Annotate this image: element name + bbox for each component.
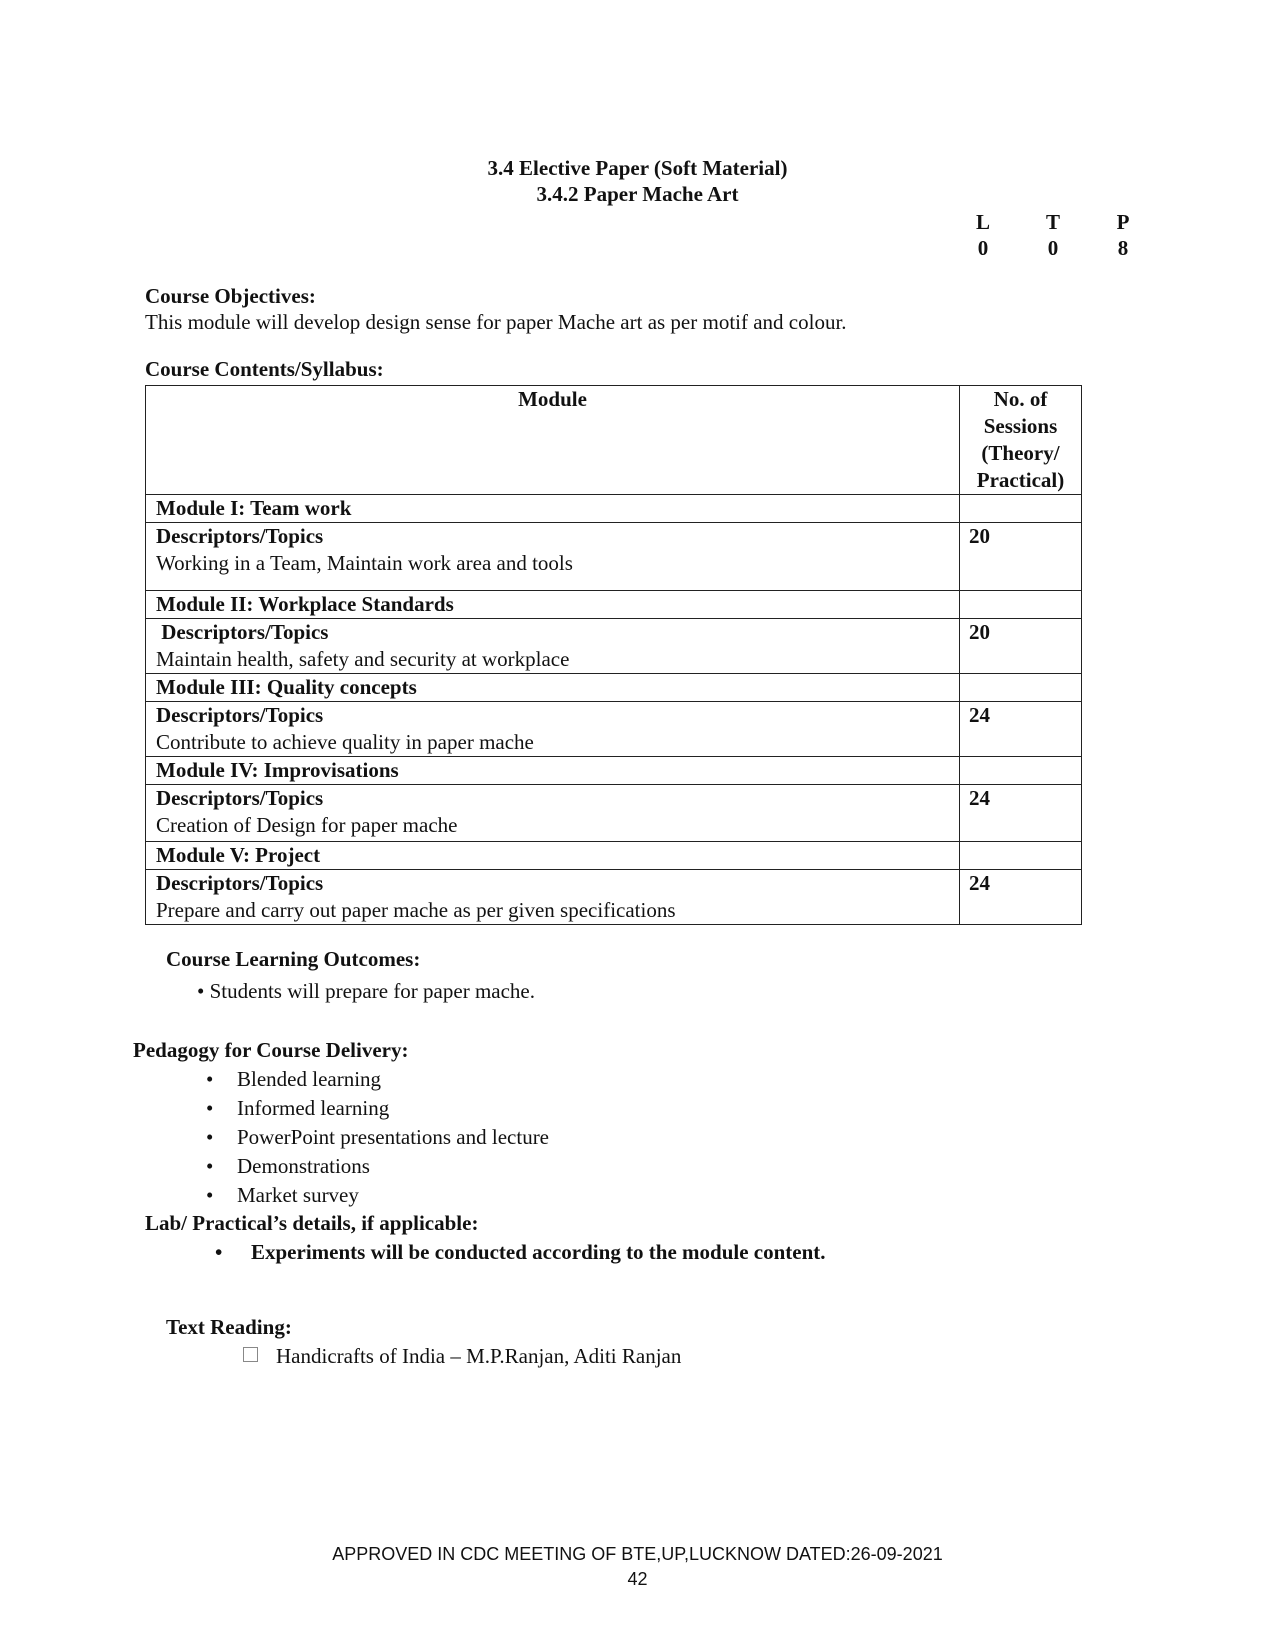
module-desc-cell — [146, 619, 960, 674]
header-sessions — [960, 386, 1082, 495]
empty-cell — [960, 674, 1082, 702]
session-count: 24 — [960, 870, 1082, 925]
checkbox-icon — [243, 1347, 258, 1362]
lab-item: Experiments will be conducted according to the module content. — [251, 1240, 826, 1264]
reading-item: Handicrafts of India – M.P.Ranjan, Aditi Ranjan — [276, 1344, 682, 1368]
table-row — [146, 523, 1082, 591]
ltp-label-p: P — [1116, 210, 1130, 234]
pedagogy-item: PowerPoint presentations and lecture — [237, 1125, 550, 1149]
module-title: Module IV: Improvisations — [146, 757, 960, 785]
ltp-label-l: L — [975, 210, 990, 234]
header-module: Module — [146, 386, 960, 495]
table-header-row — [146, 386, 1082, 495]
module-title: Module V: Project — [146, 842, 960, 870]
table-row — [146, 785, 1082, 842]
header-sessions-line: (Theory/ — [981, 441, 1060, 465]
descriptor-text: Creation of Design for paper mache — [156, 813, 458, 837]
pedagogy-item: Market survey — [237, 1183, 359, 1207]
bullet-icon: • — [206, 1154, 214, 1178]
session-count: 24 — [960, 702, 1082, 757]
empty-cell — [960, 495, 1082, 523]
lab-heading: Lab/ Practical’s details, if applicable: — [145, 1211, 479, 1235]
reading-heading: Text Reading: — [166, 1315, 292, 1339]
descriptor-text: Working in a Team, Maintain work area and tools — [156, 551, 573, 575]
header-sessions-line: No. of — [993, 387, 1048, 411]
header-sessions-line: Sessions — [983, 414, 1058, 438]
pedagogy-item: Demonstrations — [237, 1154, 370, 1178]
outcomes-item — [197, 979, 535, 1004]
outcomes-heading: Course Learning Outcomes: — [166, 947, 421, 971]
descriptor-label: Descriptors/Topics — [156, 871, 324, 895]
bullet-icon: • — [206, 1096, 214, 1120]
descriptor-text: Contribute to achieve quality in paper mache — [156, 730, 534, 754]
module-title: Module I: Team work — [146, 495, 960, 523]
table-row — [146, 619, 1082, 674]
empty-cell — [960, 591, 1082, 619]
descriptor-label: Descriptors/Topics — [156, 703, 324, 727]
pedagogy-heading: Pedagogy for Course Delivery: — [133, 1038, 409, 1062]
table-row — [146, 757, 1082, 785]
module-title: Module II: Workplace Standards — [146, 591, 960, 619]
bullet-icon: • — [197, 979, 210, 1003]
module-desc-cell — [146, 785, 960, 842]
header-sessions-line: Practical) — [976, 468, 1065, 492]
page-number: 42 — [627, 1569, 648, 1589]
course-subtitle: 3.4.2 Paper Mache Art — [536, 182, 739, 206]
session-count: 20 — [960, 523, 1082, 591]
pedagogy-item: Informed learning — [237, 1096, 390, 1120]
descriptor-label: Descriptors/Topics — [156, 524, 324, 548]
module-desc-cell — [146, 523, 960, 591]
objectives-text: This module will develop design sense for paper Mache art as per motif and colour. — [145, 310, 847, 334]
objectives-heading: Course Objectives: — [145, 284, 316, 308]
module-desc-cell — [146, 870, 960, 925]
table-row — [146, 702, 1082, 757]
table-row — [146, 842, 1082, 870]
course-title: 3.4 Elective Paper (Soft Material) — [487, 156, 788, 180]
bullet-icon: • — [206, 1125, 214, 1149]
table-row — [146, 495, 1082, 523]
bullet-icon: • — [215, 1240, 223, 1264]
ltp-value-l: 0 — [977, 236, 989, 260]
ltp-value-p: 8 — [1117, 236, 1129, 260]
table-row — [146, 674, 1082, 702]
bullet-icon: • — [206, 1067, 214, 1091]
descriptor-label: Descriptors/Topics — [156, 620, 329, 644]
descriptor-text: Maintain health, safety and security at workplace — [156, 647, 570, 671]
bullet-icon: • — [206, 1183, 214, 1207]
module-desc-cell — [146, 702, 960, 757]
syllabus-table — [145, 385, 1082, 925]
session-count: 20 — [960, 619, 1082, 674]
empty-cell — [960, 757, 1082, 785]
table-row — [146, 870, 1082, 925]
outcomes-item-text: Students will prepare for paper mache. — [209, 979, 535, 1003]
approval-footer: APPROVED IN CDC MEETING OF BTE,UP,LUCKNOW DATED:26-09-2021 — [332, 1544, 943, 1564]
ltp-label-t: T — [1045, 210, 1060, 234]
session-count: 24 — [960, 785, 1082, 842]
module-title: Module III: Quality concepts — [146, 674, 960, 702]
pedagogy-item: Blended learning — [237, 1067, 382, 1091]
table-row — [146, 591, 1082, 619]
descriptor-label: Descriptors/Topics — [156, 786, 324, 810]
ltp-value-t: 0 — [1047, 236, 1059, 260]
empty-cell — [960, 842, 1082, 870]
descriptor-text: Prepare and carry out paper mache as per given specifications — [156, 898, 676, 922]
contents-heading: Course Contents/Syllabus: — [145, 357, 384, 381]
